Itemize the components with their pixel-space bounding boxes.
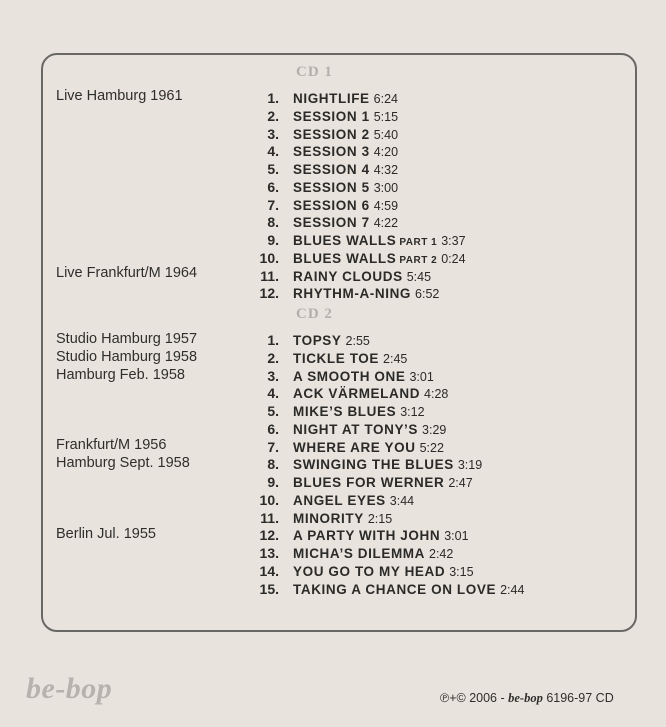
track-title: SWINGING THE BLUES xyxy=(293,457,454,473)
track-number: 10. xyxy=(259,249,279,266)
track-duration: 2:42 xyxy=(429,547,454,561)
cd2-location-3: Hamburg Feb. 1958 xyxy=(56,367,185,383)
track-row xyxy=(246,402,425,420)
track-number: 11. xyxy=(260,267,279,284)
cd2-heading: CD 2 xyxy=(296,306,333,322)
track-duration: 3:01 xyxy=(409,369,434,384)
track-number: 10. xyxy=(259,491,279,508)
track-row xyxy=(246,367,434,385)
cd1-heading: CD 1 xyxy=(296,64,333,80)
track-title: SESSION 4 xyxy=(293,162,370,177)
track-row xyxy=(246,142,398,160)
track-duration: 0:24 xyxy=(441,251,466,266)
track-duration: 2:55 xyxy=(345,334,370,348)
track-number: 7. xyxy=(267,438,279,455)
cd2-location-2: Studio Hamburg 1958 xyxy=(56,349,198,365)
track-title: BLUES WALLS xyxy=(293,233,397,248)
track-number: 5. xyxy=(267,161,279,177)
track-row xyxy=(246,178,398,196)
track-duration: 4:20 xyxy=(373,145,399,160)
track-row xyxy=(246,249,466,267)
copyright-brand: be-bop xyxy=(508,691,543,705)
track-duration: 2:47 xyxy=(448,476,473,490)
track-title: TAKING A CHANCE ON LOVE xyxy=(293,581,497,597)
track-row xyxy=(246,160,398,178)
track-number: 2. xyxy=(267,349,279,366)
track-duration: 3:00 xyxy=(373,180,399,195)
track-number: 2. xyxy=(267,107,279,124)
track-title: BLUES WALLS xyxy=(293,250,397,266)
cd2-location-5: Hamburg Sept. 1958 xyxy=(56,455,190,471)
track-duration: 6:52 xyxy=(415,287,440,302)
track-number: 9. xyxy=(267,232,279,248)
track-duration: 5:15 xyxy=(373,109,399,124)
track-title: MICHA’S DILEMMA xyxy=(293,546,425,561)
track-number: 9. xyxy=(267,474,279,490)
track-title: A PARTY WITH JOHN xyxy=(293,528,441,544)
track-row xyxy=(246,231,466,249)
track-duration: 3:44 xyxy=(389,493,415,508)
track-row xyxy=(246,455,482,473)
track-duration: 6:24 xyxy=(373,92,398,106)
track-row xyxy=(246,438,444,456)
track-number: 15. xyxy=(259,580,279,597)
track-number: 7. xyxy=(267,196,279,213)
track-title: WHERE ARE YOU xyxy=(293,439,416,455)
track-title: RAINY CLOUDS xyxy=(293,268,403,284)
track-number: 3. xyxy=(267,367,279,384)
track-duration: 3:12 xyxy=(400,405,425,419)
track-row xyxy=(246,89,398,107)
cd2-location-6: Berlin Jul. 1955 xyxy=(56,526,156,542)
track-duration: 3:19 xyxy=(457,458,483,473)
track-title: MINORITY xyxy=(293,510,364,526)
cd2-location-4: Frankfurt/M 1956 xyxy=(56,437,167,453)
track-title: TOPSY xyxy=(293,333,342,348)
track-duration: 4:59 xyxy=(373,198,399,213)
track-duration: 4:22 xyxy=(373,216,399,231)
track-number: 6. xyxy=(267,178,279,195)
track-title: TICKLE TOE xyxy=(293,350,380,366)
track-number: 11. xyxy=(260,509,279,526)
track-number: 1. xyxy=(267,332,279,348)
track-number: 3. xyxy=(267,125,279,142)
cd1-location-2: Live Frankfurt/M 1964 xyxy=(56,265,198,281)
track-title: ACK VÄRMELAND xyxy=(293,386,421,402)
track-title: MIKE’S BLUES xyxy=(293,404,397,419)
track-duration: 4:32 xyxy=(373,163,399,177)
track-number: 5. xyxy=(267,403,279,419)
track-duration: 3:29 xyxy=(422,422,447,437)
track-row xyxy=(246,491,414,509)
track-title: SESSION 6 xyxy=(293,197,370,213)
track-duration: 3:01 xyxy=(444,529,469,544)
track-duration: 3:15 xyxy=(449,564,474,579)
track-title: SESSION 2 xyxy=(293,126,370,142)
copyright-text: ℗+© 2006 - xyxy=(440,691,505,705)
track-row xyxy=(246,526,469,544)
track-number: 8. xyxy=(267,456,279,473)
track-part: PART 1 xyxy=(399,237,438,248)
catalog-number: 6196-97 CD xyxy=(546,691,614,705)
track-row xyxy=(246,331,370,349)
track-number: 14. xyxy=(259,562,279,579)
track-number: 4. xyxy=(267,385,279,402)
track-title: RHYTHM-A-NING xyxy=(293,286,412,302)
track-title: NIGHT AT TONY’S xyxy=(293,421,419,437)
track-title: SESSION 7 xyxy=(293,215,370,231)
track-row xyxy=(246,349,407,367)
track-title: ANGEL EYES xyxy=(293,492,386,508)
track-title: NIGHTLIFE xyxy=(293,91,370,106)
track-row xyxy=(246,473,473,491)
track-row xyxy=(246,509,392,527)
track-title: BLUES FOR WERNER xyxy=(293,475,445,490)
track-title: A SMOOTH ONE xyxy=(293,368,406,384)
track-row xyxy=(246,580,524,598)
track-row xyxy=(246,544,453,562)
track-row xyxy=(246,284,439,302)
track-duration: 5:40 xyxy=(373,127,399,142)
track-row xyxy=(246,213,398,231)
track-title: YOU GO TO MY HEAD xyxy=(293,563,446,579)
track-duration: 2:44 xyxy=(500,582,525,597)
track-part: PART 2 xyxy=(399,254,438,266)
cd1-location-1: Live Hamburg 1961 xyxy=(56,88,183,104)
track-row xyxy=(246,267,431,285)
track-row xyxy=(246,384,448,402)
track-number: 12. xyxy=(259,285,279,302)
track-duration: 4:28 xyxy=(424,387,449,402)
bebop-logo: be-bop xyxy=(26,672,113,705)
track-row xyxy=(246,107,398,125)
track-number: 6. xyxy=(267,420,279,437)
cd2-location-1: Studio Hamburg 1957 xyxy=(56,331,198,347)
track-row xyxy=(246,196,398,214)
track-duration: 5:45 xyxy=(406,269,432,284)
track-duration: 2:15 xyxy=(367,511,393,526)
track-row xyxy=(246,562,474,580)
track-duration: 2:45 xyxy=(383,351,408,366)
track-number: 8. xyxy=(267,214,279,231)
track-number: 12. xyxy=(259,527,279,544)
copyright-line xyxy=(440,691,614,706)
track-title: SESSION 5 xyxy=(293,179,370,195)
track-title: SESSION 3 xyxy=(293,144,370,160)
track-duration: 5:22 xyxy=(419,440,444,455)
track-number: 4. xyxy=(267,143,279,160)
track-duration: 3:37 xyxy=(441,234,466,248)
track-title: SESSION 1 xyxy=(293,108,370,124)
track-number: 1. xyxy=(267,90,279,106)
track-row xyxy=(246,125,398,143)
track-number: 13. xyxy=(259,545,279,561)
track-row xyxy=(246,420,446,438)
